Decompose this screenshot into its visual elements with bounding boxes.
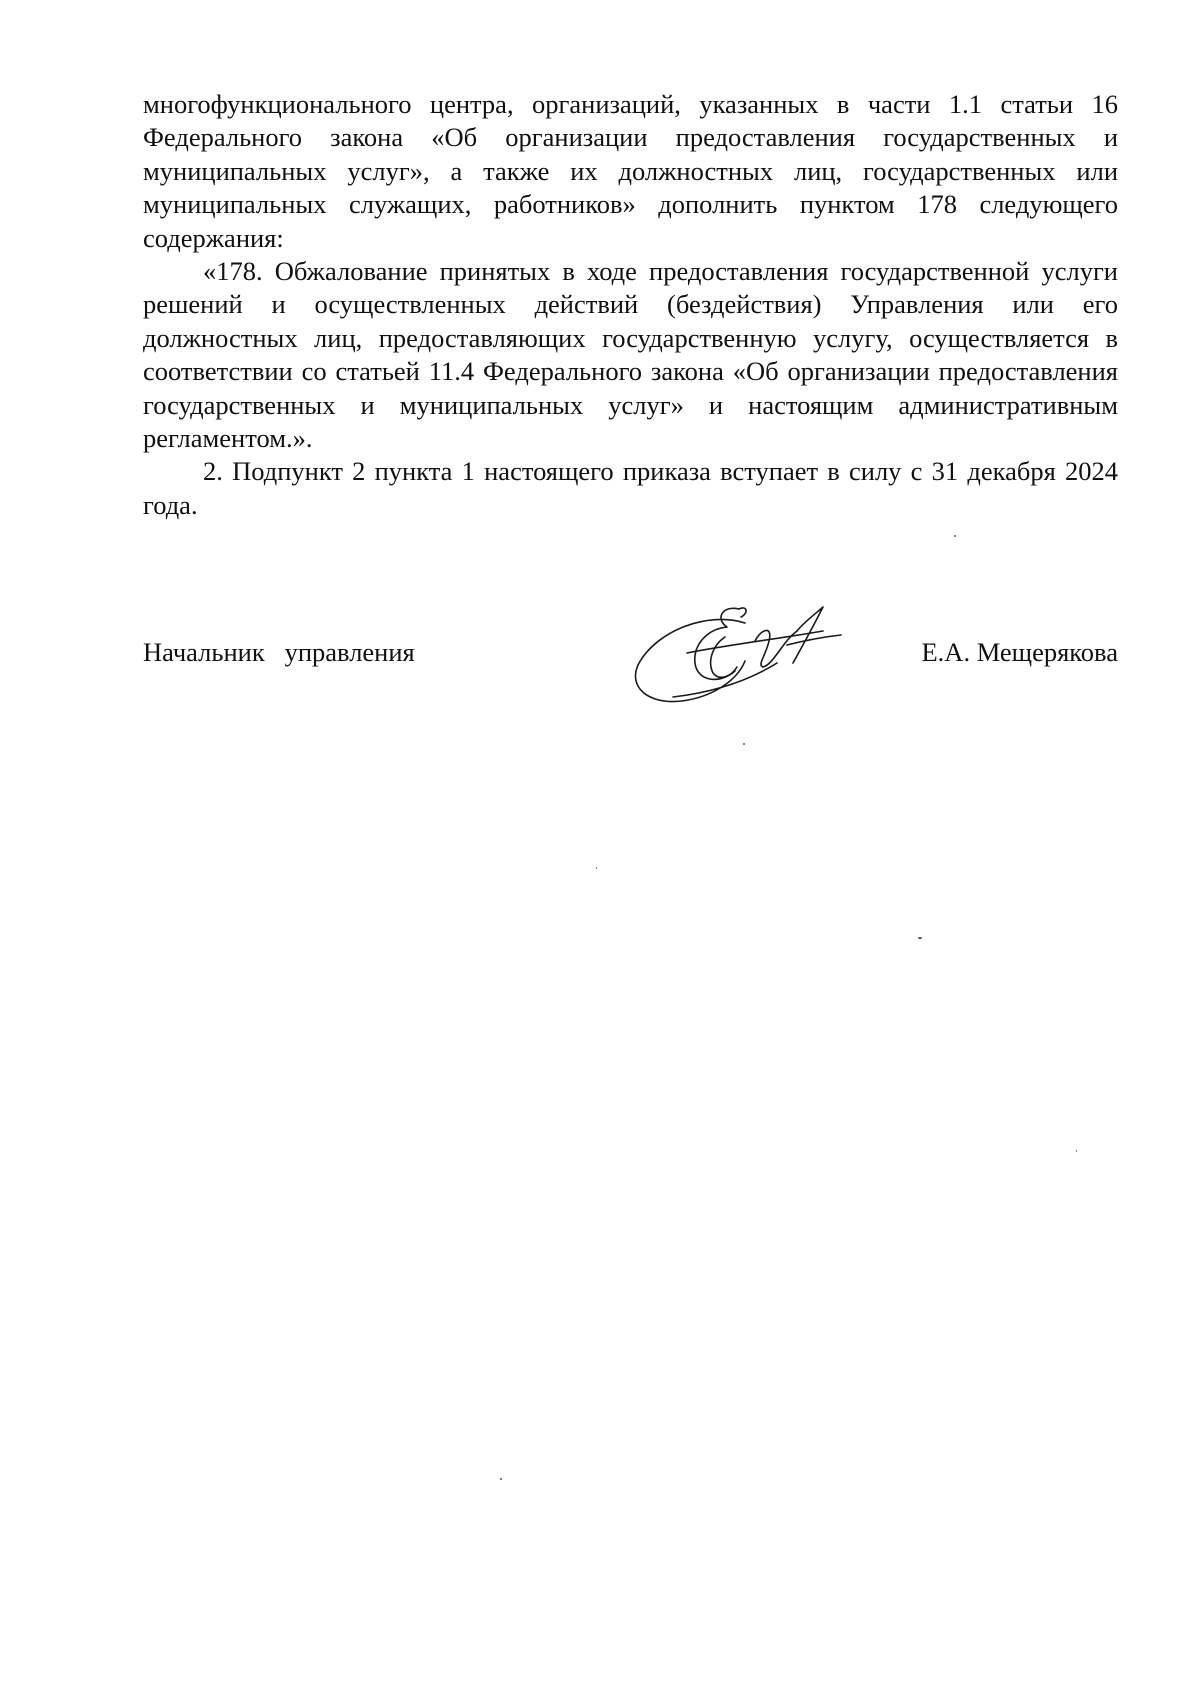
- scan-speck: [743, 743, 745, 745]
- paragraph-continuation: многофункционального центра, организаций, указанных в части 1.1 статьи 16 Федерального закона «Об организации предоставления государственных и муниципальных услуг», а также их должностных лиц, государственных или муниципальных служащих, работников» дополнить пунктом 178 следующего содержания:: [143, 89, 1118, 253]
- scan-speck: [918, 937, 922, 939]
- paragraph-item-2: 2. Подпункт 2 пункта 1 настоящего приказа вступает в силу с 31 декабря 2024 года.: [143, 456, 1118, 520]
- handwritten-signature: [627, 601, 857, 713]
- scan-speck: [1076, 1150, 1077, 1152]
- scan-speck: [596, 867, 597, 869]
- paragraph-clause-178: «178. Обжалование принятых в ходе предоставления государственной услуги решений и осуществленных действий (бездействия) Управления или его должностных лиц, предоставляющих государственную услугу, осуществляется в соответствии со статьей 11.4 Федерального закона «Об организации предоставления государственных и муниципальных услуг» и настоящим административным регламентом.».: [143, 256, 1118, 454]
- document-body: [143, 88, 1118, 522]
- scan-speck: [500, 1478, 502, 1480]
- signatory-name: Е.А. Мещерякова: [921, 637, 1118, 667]
- scan-speck: [954, 535, 956, 537]
- signatory-position: Начальник управления: [143, 637, 415, 667]
